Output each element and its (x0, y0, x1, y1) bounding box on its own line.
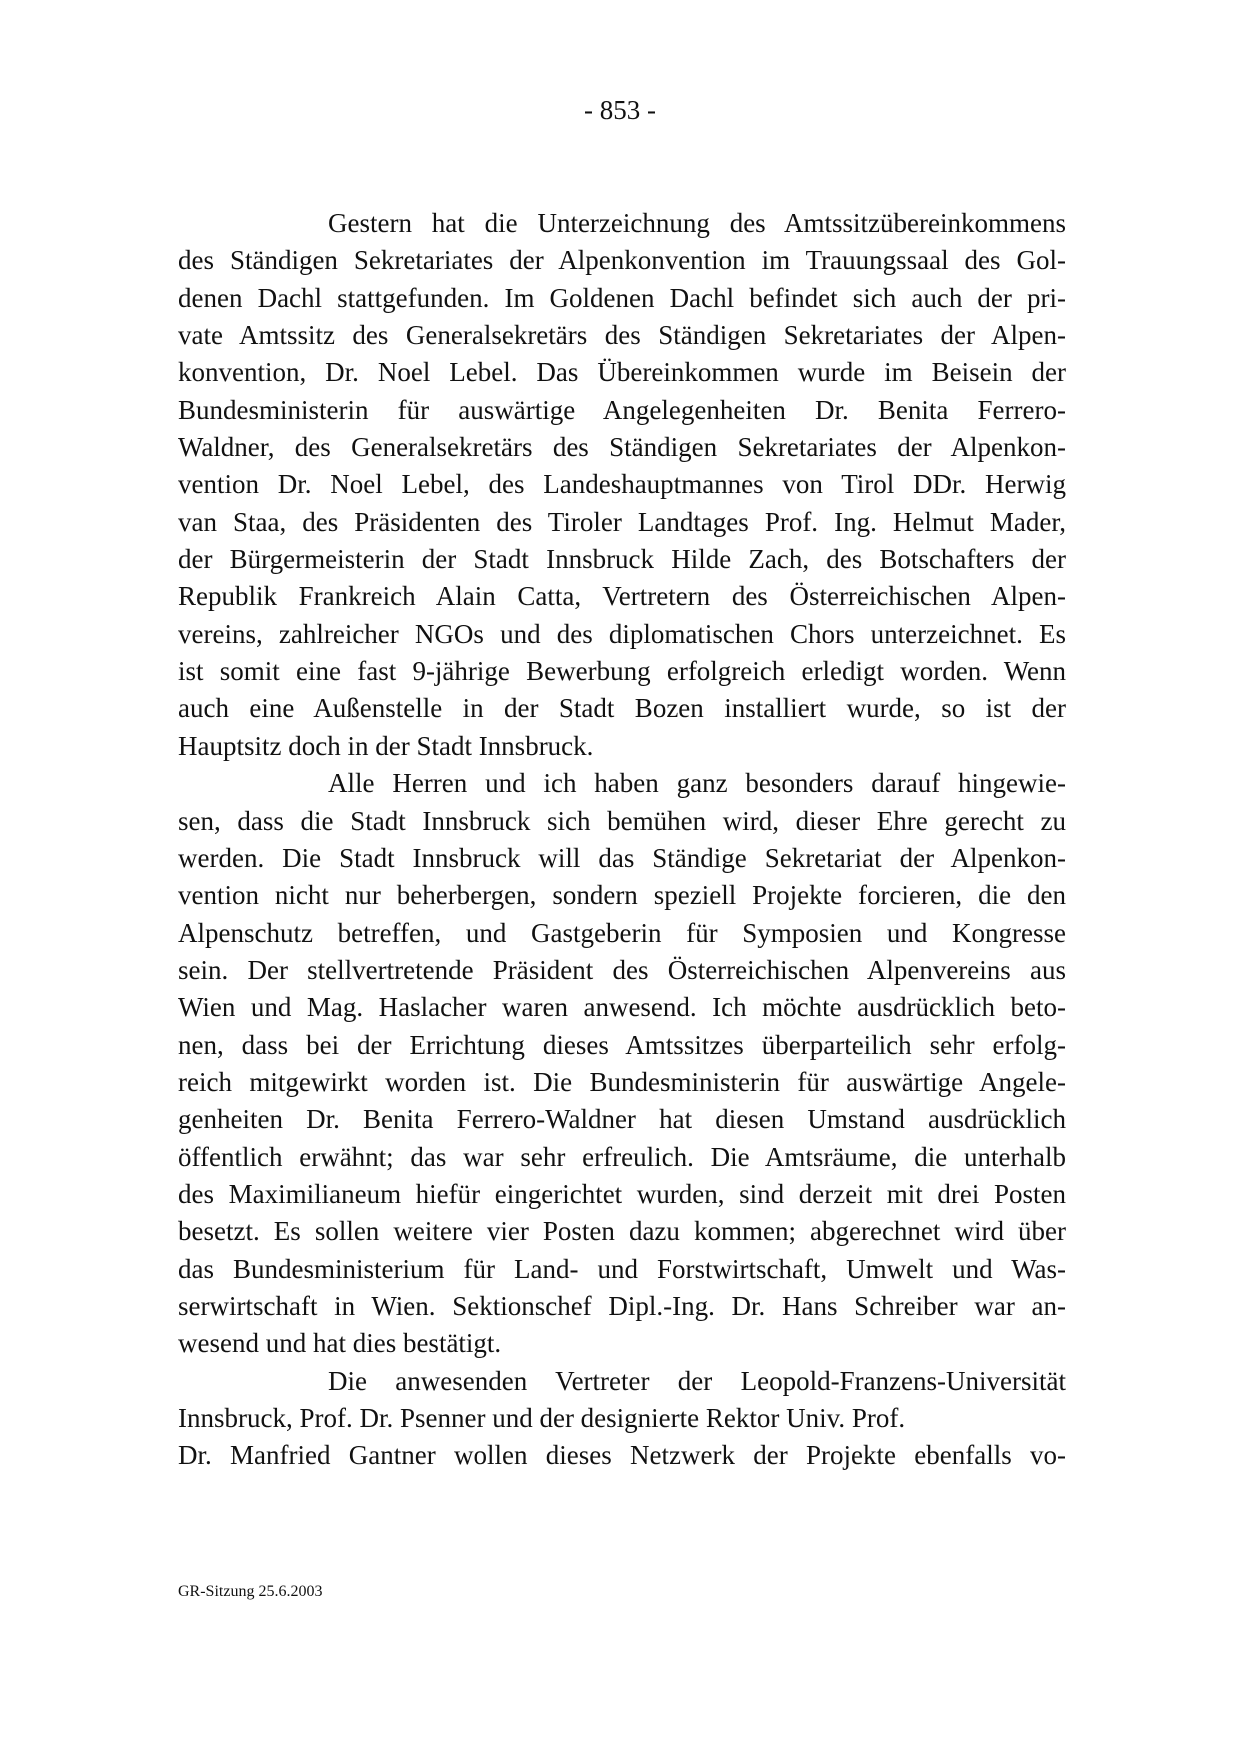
text-line: der Bürgermeisterin der Stadt Innsbruck Hilde Zach, des Botschafters der (178, 544, 1066, 575)
paragraph (178, 205, 1066, 765)
body-text (178, 205, 1066, 1475)
text-line: denen Dachl stattgefunden. Im Goldenen Dachl befindet sich auch der pri- (178, 282, 1066, 313)
text-line: konvention, Dr. Noel Lebel. Das Übereinkommen wurde im Beisein der (178, 357, 1066, 388)
text-line: das Bundesministerium für Land- und Forstwirtschaft, Umwelt und Was- (178, 1253, 1066, 1284)
text-line: sein. Der stellvertretende Präsident des Österreichischen Alpenvereins aus (178, 954, 1066, 985)
text-line: ist somit eine fast 9-jährige Bewerbung erfolgreich erledigt worden. Wenn (178, 656, 1066, 687)
text-line: werden. Die Stadt Innsbruck will das Ständige Sekretariat der Alpenkon- (178, 842, 1066, 873)
text-line: auch eine Außenstelle in der Stadt Bozen installiert wurde, so ist der (178, 693, 1066, 724)
text-line: vention Dr. Noel Lebel, des Landeshauptmannes von Tirol DDr. Herwig (178, 469, 1066, 500)
text-line: Alle Herren und ich haben ganz besonders darauf hingewie- (328, 768, 1066, 799)
paragraph (178, 765, 1066, 1363)
text-line: Hauptsitz doch in der Stadt Innsbruck. (178, 730, 594, 761)
text-line: besetzt. Es sollen weitere vier Posten dazu kommen; abgerechnet wird über (178, 1216, 1066, 1247)
text-line: vate Amtssitz des Generalsekretärs des Ständigen Sekretariates der Alpen- (178, 320, 1066, 351)
text-line: Bundesministerin für auswärtige Angelegenheiten Dr. Benita Ferrero- (178, 394, 1066, 425)
text-line: Alpenschutz betreffen, und Gastgeberin für Symposien und Kongresse (178, 917, 1066, 948)
text-line: Innsbruck, Prof. Dr. Psenner und der designierte Rektor Univ. Prof. (178, 1403, 906, 1433)
text-line: des Ständigen Sekretariates der Alpenkonvention im Trauungssaal des Gol- (178, 245, 1066, 276)
text-line: öffentlich erwähnt; das war sehr erfreulich. Die Amtsräume, die unterhalb (178, 1141, 1066, 1172)
text-line: vereins, zahlreicher NGOs und des diplomatischen Chors unterzeichnet. Es (178, 618, 1066, 649)
text-line: van Staa, des Präsidenten des Tiroler Landtages Prof. Ing. Helmut Mader, (178, 506, 1066, 537)
text-line: Dr. Manfried Gantner wollen dieses Netzwerk der Projekte ebenfalls vo- (178, 1440, 1066, 1471)
text-line: Die anwesenden Vertreter der Leopold-Franzens-Universität (328, 1365, 1066, 1396)
text-line: des Maximilianeum hiefür eingerichtet wurden, sind derzeit mit drei Posten (178, 1178, 1066, 1209)
footer-session-date: GR-Sitzung 25.6.2003 (178, 1583, 323, 1600)
page-number: - 853 - (584, 95, 656, 125)
text-line: nen, dass bei der Errichtung dieses Amtssitzes überparteilich sehr erfolg- (178, 1029, 1066, 1060)
text-line: vention nicht nur beherbergen, sondern speziell Projekte forcieren, die den (178, 880, 1066, 911)
text-line: sen, dass die Stadt Innsbruck sich bemühen wird, dieser Ehre gerecht zu (178, 805, 1066, 836)
text-line: Gestern hat die Unterzeichnung des Amtssitzübereinkommens (328, 208, 1066, 238)
text-line: Waldner, des Generalsekretärs des Ständigen Sekretariates der Alpenkon- (178, 432, 1066, 463)
text-line: Republik Frankreich Alain Catta, Vertretern des Österreichischen Alpen- (178, 581, 1066, 612)
text-line: serwirtschaft in Wien. Sektionschef Dipl.-Ing. Dr. Hans Schreiber war an- (178, 1290, 1066, 1321)
text-line: wesend und hat dies bestätigt. (178, 1328, 502, 1359)
paragraph (178, 1363, 1066, 1475)
text-line: genheiten Dr. Benita Ferrero-Waldner hat diesen Umstand ausdrücklich (178, 1104, 1066, 1135)
text-line: Wien und Mag. Haslacher waren anwesend. Ich möchte ausdrücklich beto- (178, 992, 1066, 1023)
text-line: reich mitgewirkt worden ist. Die Bundesministerin für auswärtige Angele- (178, 1066, 1066, 1097)
